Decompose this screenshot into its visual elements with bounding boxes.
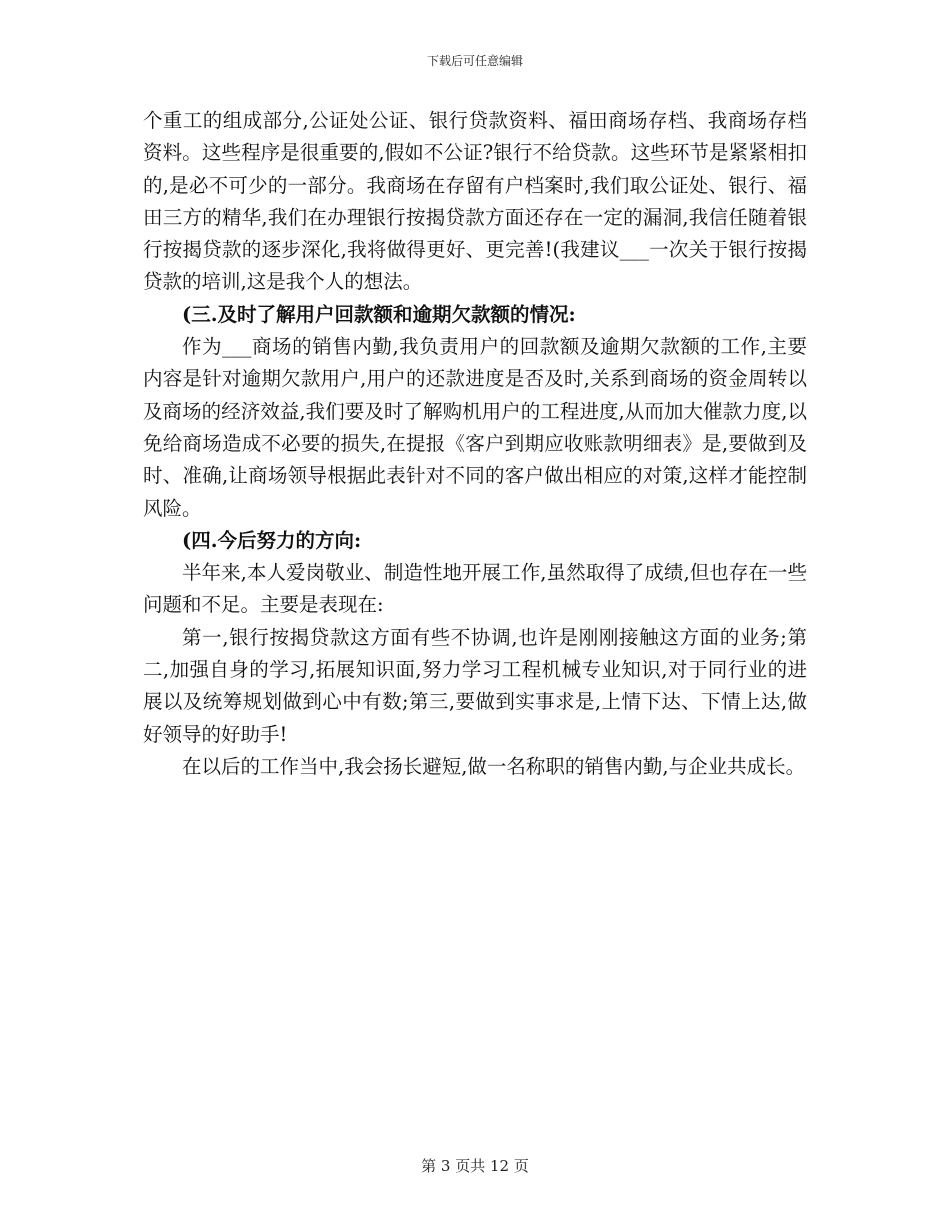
body-paragraph-3: 半年来,本人爱岗敬业、制造性地开展工作,虽然取得了成绩,但也存在一些问题和不足。主要是表现在: <box>143 561 807 617</box>
body-paragraph-5: 在以后的工作当中,我会扬长避短,做一名称职的销售内勤,与企业共成长。 <box>182 754 806 778</box>
section-heading-3: (三.及时了解用户回款额和逾期欠款额的情况: <box>182 302 576 326</box>
body-paragraph-1: 个重工的组成部分,公证处公证、银行贷款资料、福田商场存档、我商场存档资料。这些程序是很重要的,假如不公证?银行不给贷款。这些环节是紧紧相扣的,是必不可少的一部分。我商场在存留有户档案时,我们取公证处、银行、福田三方的精华,我们在办理银行按揭贷款方面还存在一定的漏洞,我信任随着银行按揭贷款的逐步深化,我将做得更好、更完善!(我建议___一次关于银行按揭贷款的培训,这是我个人的想法。 <box>143 109 807 294</box>
document-body <box>143 105 807 783</box>
page-header: 下载后可任意编辑 <box>426 54 523 68</box>
body-paragraph-2: 作为___商场的销售内勤,我负责用户的回款额及逾期欠款额的工作,主要内容是针对逾期欠款用户,用户的还款进度是否及时,关系到商场的资金周转以及商场的经济效益,我们要及时了解购机用户的工程进度,从而加大催款力度,以免给商场造成不必要的损失,在提报《客户到期应收账款明细表》是,要做到及时、准确,让商场领导根据此表针对不同的客户做出相应的对策,这样才能控制风险。 <box>143 335 807 520</box>
section-heading-4: (四.今后努力的方向: <box>182 528 362 552</box>
body-paragraph-4: 第一,银行按揭贷款这方面有些不协调,也许是刚刚接触这方面的业务;第二,加强自身的学习,拓展知识面,努力学习工程机械专业知识,对于同行业的进展以及统筹规划做到心中有数;第三,要做到实事求是,上情下达、下情上达,做好领导的好助手! <box>143 625 807 746</box>
page-number-footer: 第 3 页共 12 页 <box>421 1157 529 1175</box>
